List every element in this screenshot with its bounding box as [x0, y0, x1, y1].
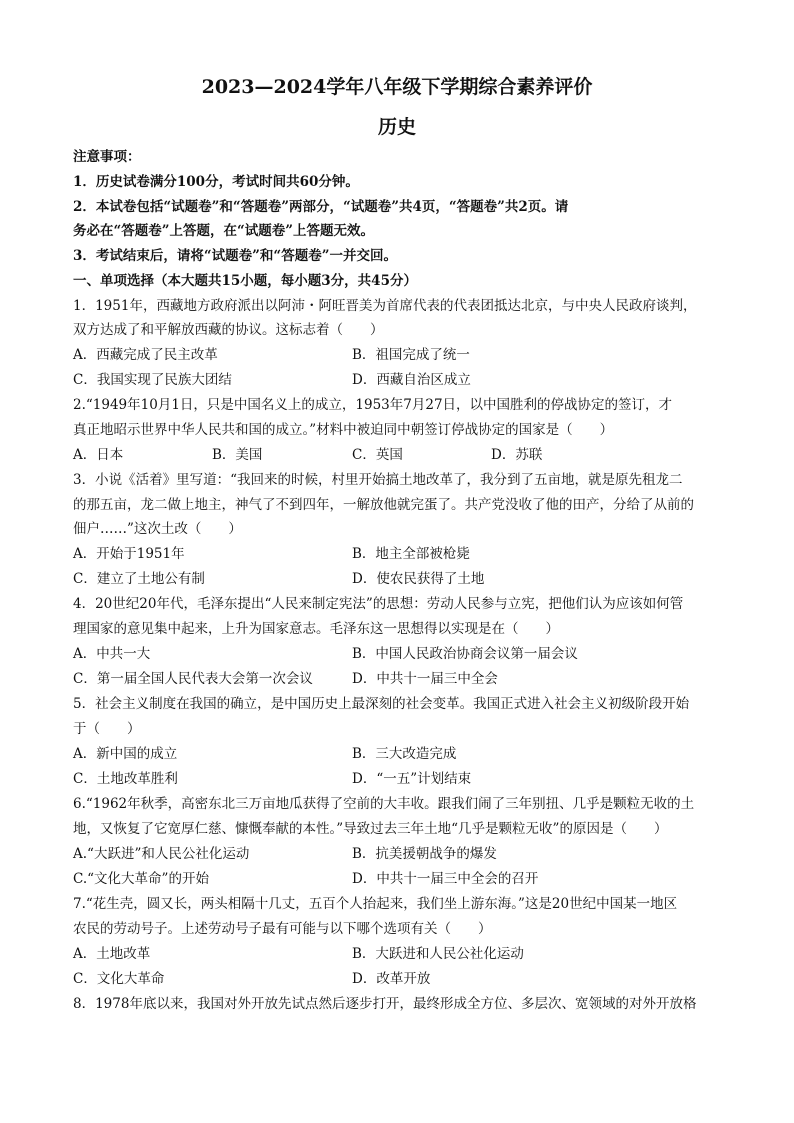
question-6-text: 地，又恢复了它宽厚仁慈、慷慨奉献的本性。”导致过去三年土地“几乎是颗粒无收”的原因是（ ）: [73, 821, 668, 837]
question-3-text: 的那五亩，龙二做上地主，神气了不到四年，一解放他就完蛋了。共产党没收了他的田产，分给了从前的: [73, 497, 694, 513]
question-2-option-a: A．日本: [73, 447, 124, 463]
question-6-option-a: A.“大跃进”和人民公社化运动: [73, 846, 250, 862]
question-4-option-c: C．第一届全国人民代表大会第一次会议: [73, 671, 313, 687]
question-5-text: 5．社会主义制度在我国的确立，是中国历史上最深刻的社会变革。我国正式进入社会主义初级阶段开始: [73, 696, 690, 712]
note-item: 2．本试卷包括“试题卷”和“答题卷”两部分，“试题卷”共4页，“答题卷”共2页。请: [73, 199, 569, 215]
question-7-option-b: B．大跃进和人民公社化运动: [352, 946, 524, 962]
question-5-text: 于（ ）: [73, 721, 141, 737]
question-3-option-c: C．建立了土地公有制: [73, 571, 205, 587]
question-1-option-b: B．祖国完成了统一: [352, 347, 470, 363]
question-4-text: 理国家的意见集中起来，上升为国家意志。毛泽东这一思想得以实现是在（ ）: [73, 621, 559, 637]
section-heading: 一、单项选择（本大题共15小题，每小题3分，共45分）: [73, 273, 417, 289]
question-4-option-d: D．中共十一届三中全会: [352, 671, 498, 687]
question-1-text: 1．1951年，西藏地方政府派出以阿沛・阿旺晋美为首席代表的代表团抵达北京，与中央人民政府谈判，: [73, 298, 697, 314]
question-4-option-b: B．中国人民政治协商会议第一届会议: [352, 646, 578, 662]
question-7-option-c: C．文化大革命: [73, 971, 165, 987]
question-2-text: 真正地昭示世界中华人民共和国的成立。”材料中被迫同中朝签订停战协定的国家是（ ）: [73, 422, 614, 438]
question-5-option-c: C．土地改革胜利: [73, 771, 178, 787]
note-item: 务必在“答题卷”上答题，在“试题卷”上答题无效。: [73, 223, 375, 239]
question-7-text: 7.“花生壳，圆又长，两头相隔十几丈，五百个人抬起来，我们坐上游东海。”这是20世纪中国某一地区: [73, 896, 678, 912]
question-7-option-a: A．土地改革: [73, 946, 151, 962]
question-8-text: 8．1978年底以来，我国对外开放先试点然后逐步打开，最终形成全方位、多层次、宽领域的对外开放格: [73, 996, 697, 1012]
question-3-text: 佃户……”这次土改（ ）: [73, 521, 242, 537]
question-3-option-d: D．使农民获得了土地: [352, 571, 485, 587]
note-item: 1．历史试卷满分100分，考试时间共60分钟。: [73, 174, 359, 190]
question-2-option-b: B．美国: [212, 447, 263, 463]
exam-subject: 历史: [377, 116, 416, 138]
question-2-option-d: D．苏联: [491, 447, 543, 463]
notes-heading: 注意事项：: [73, 149, 141, 165]
question-6-option-b: B．抗美援朝战争的爆发: [352, 846, 497, 862]
question-3-option-a: A．开始于1951年: [73, 546, 185, 562]
exam-title: 2023—2024学年八年级下学期综合素养评价: [201, 76, 593, 98]
question-7-option-d: D．改革开放: [352, 971, 431, 987]
question-6-text: 6.“1962年秋季，高密东北三万亩地瓜获得了空前的大丰收。跟我们闹了三年别扭、几乎是颗粒无收的土: [73, 796, 695, 812]
question-6-option-c: C.“文化大革命”的开始: [73, 871, 209, 887]
question-6-option-d: D．中共十一届三中全会的召开: [352, 871, 539, 887]
question-2-option-c: C．英国: [352, 447, 403, 463]
question-1-option-a: A．西藏完成了民主改革: [73, 347, 218, 363]
question-5-option-d: D．“一五”计划结束: [352, 771, 472, 787]
question-5-option-a: A．新中国的成立: [73, 746, 178, 762]
question-1-option-c: C．我国实现了民族大团结: [73, 372, 232, 388]
question-2-text: 2.“1949年10月1日，只是中国名义上的成立，1953年7月27日，以中国胜利的停战协定的签订，才: [73, 397, 673, 413]
question-1-text: 双方达成了和平解放西藏的协议。这标志着（ ）: [73, 322, 384, 338]
question-4-option-a: A．中共一大: [73, 646, 151, 662]
question-3-text: 3．小说《活着》里写道：“我回来的时候，村里开始搞土地改革了，我分到了五亩地，就是原先租龙二: [73, 472, 683, 488]
question-4-text: 4．20世纪20年代，毛泽东提出“人民来制定宪法”的思想：劳动人民参与立宪，把他们认为应该如何管: [73, 596, 684, 612]
question-3-option-b: B．地主全部被枪毙: [352, 546, 470, 562]
question-5-option-b: B．三大改造完成: [352, 746, 457, 762]
question-1-option-d: D．西藏自治区成立: [352, 372, 471, 388]
question-7-text: 农民的劳动号子。上述劳动号子最有可能与以下哪个选项有关（ ）: [73, 921, 492, 937]
note-item: 3．考试结束后，请将“试题卷”和“答题卷”一并交回。: [73, 248, 397, 264]
